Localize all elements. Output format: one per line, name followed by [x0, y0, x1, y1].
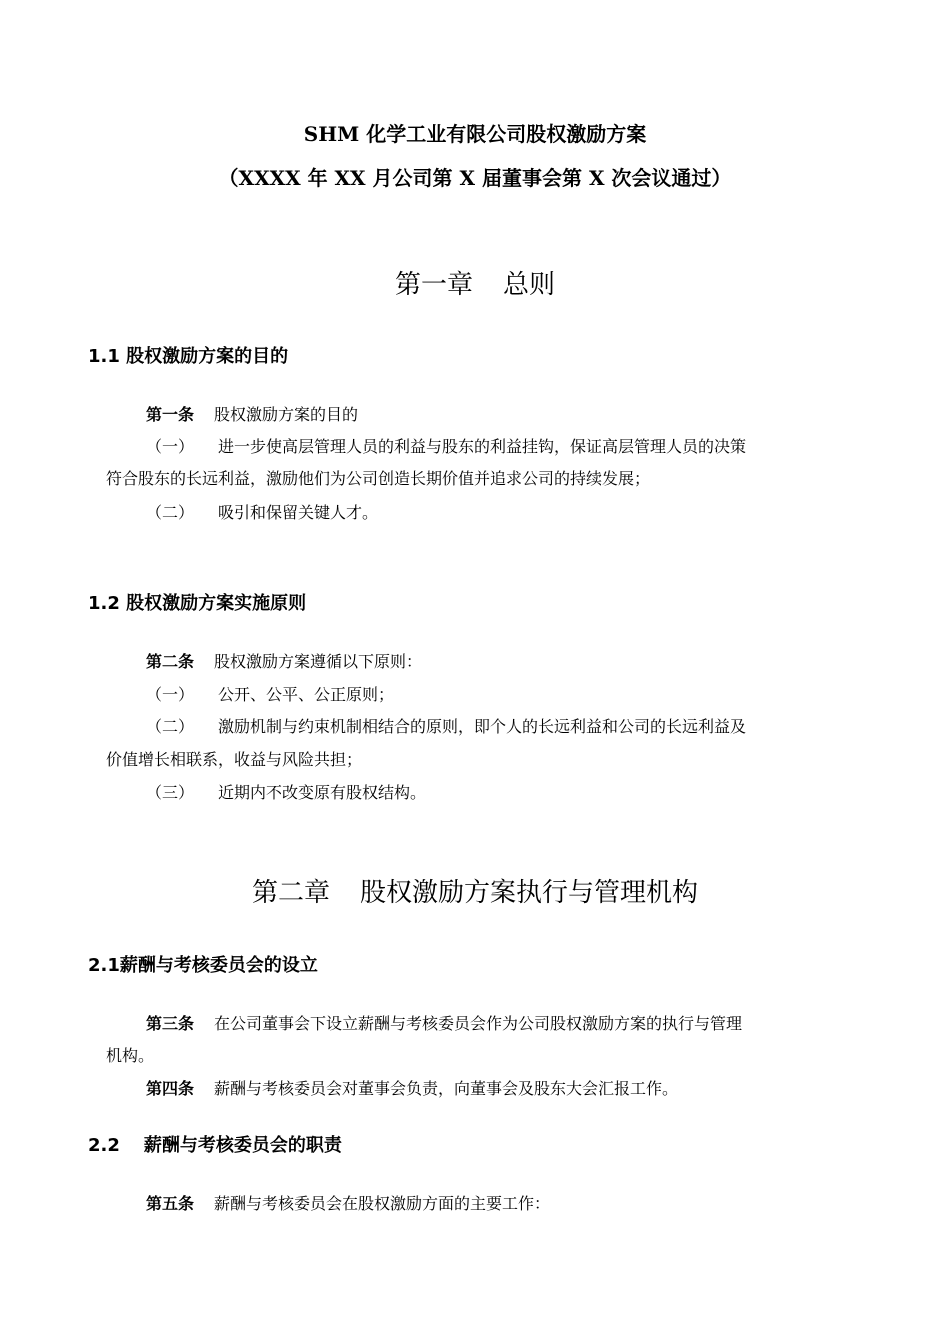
section-2-1-heading: 2.1薪酬与考核委员会的设立	[88, 955, 318, 976]
list-item	[146, 500, 378, 523]
section-2-2-heading	[88, 1131, 342, 1157]
article-2	[146, 649, 422, 672]
item-text: 吸引和保留关键人才。	[218, 503, 379, 522]
item-label: （二）	[146, 717, 195, 736]
section-1-2-heading: 1.2 股权激励方案实施原则	[88, 593, 307, 614]
chapter-1-name: 总则	[503, 270, 556, 300]
article-1	[146, 402, 358, 425]
article-label: 第五条	[146, 1194, 195, 1213]
document-title: SHM 化学工业有限公司股权激励方案	[303, 122, 647, 146]
chapter-2-heading	[0, 872, 950, 909]
item-label: （三）	[146, 783, 195, 802]
chapter-2-name: 股权激励方案执行与管理机构	[360, 878, 699, 908]
article-text: 薪酬与考核委员会对董事会负责，向董事会及股东大会汇报工作。	[214, 1079, 679, 1098]
article-5	[146, 1191, 550, 1214]
article-label: 第三条	[146, 1014, 195, 1033]
section-1-1-heading: 1.1 股权激励方案的目的	[88, 346, 289, 367]
chapter-1-heading	[0, 264, 950, 301]
article-text: 在公司董事会下设立薪酬与考核委员会作为公司股权激励方案的执行与管理	[214, 1014, 743, 1033]
chapter-1-number: 第一章	[394, 270, 473, 300]
article-label: 第四条	[146, 1079, 195, 1098]
article-text: 股权激励方案遵循以下原则：	[214, 652, 423, 671]
item-label: （二）	[146, 503, 195, 522]
section-number: 2.2	[88, 1135, 120, 1156]
section-title: 薪酬与考核委员会的职责	[143, 1135, 342, 1156]
list-item	[146, 714, 746, 737]
list-item	[146, 780, 426, 803]
article-label: 第二条	[146, 652, 195, 671]
list-item	[146, 434, 746, 457]
item-label: （一）	[146, 685, 195, 704]
article-4	[146, 1076, 678, 1099]
item-text: 进一步使高层管理人员的利益与股东的利益挂钩，保证高层管理人员的决策	[218, 437, 747, 456]
chapter-2-number: 第二章	[251, 878, 330, 908]
article-text: 薪酬与考核委员会在股权激励方面的主要工作：	[214, 1194, 551, 1213]
article-text: 股权激励方案的目的	[214, 405, 359, 424]
article-3	[146, 1011, 742, 1034]
list-item	[146, 682, 394, 705]
article-continuation: 机构。	[106, 1046, 155, 1065]
list-item-continuation: 符合股东的长远利益，激励他们为公司创造长期价值并追求公司的持续发展；	[106, 469, 651, 488]
item-text: 近期内不改变原有股权结构。	[218, 783, 427, 802]
document-subtitle: （XXXX 年 XX 月公司第 X 届董事会第 X 次会议通过）	[218, 166, 732, 190]
list-item-continuation: 价值增长相联系，收益与风险共担；	[106, 750, 363, 769]
item-text: 公开、公平、公正原则；	[218, 685, 395, 704]
item-label: （一）	[146, 437, 195, 456]
article-label: 第一条	[146, 405, 195, 424]
item-text: 激励机制与约束机制相结合的原则，即个人的长远利益和公司的长远利益及	[218, 717, 747, 736]
